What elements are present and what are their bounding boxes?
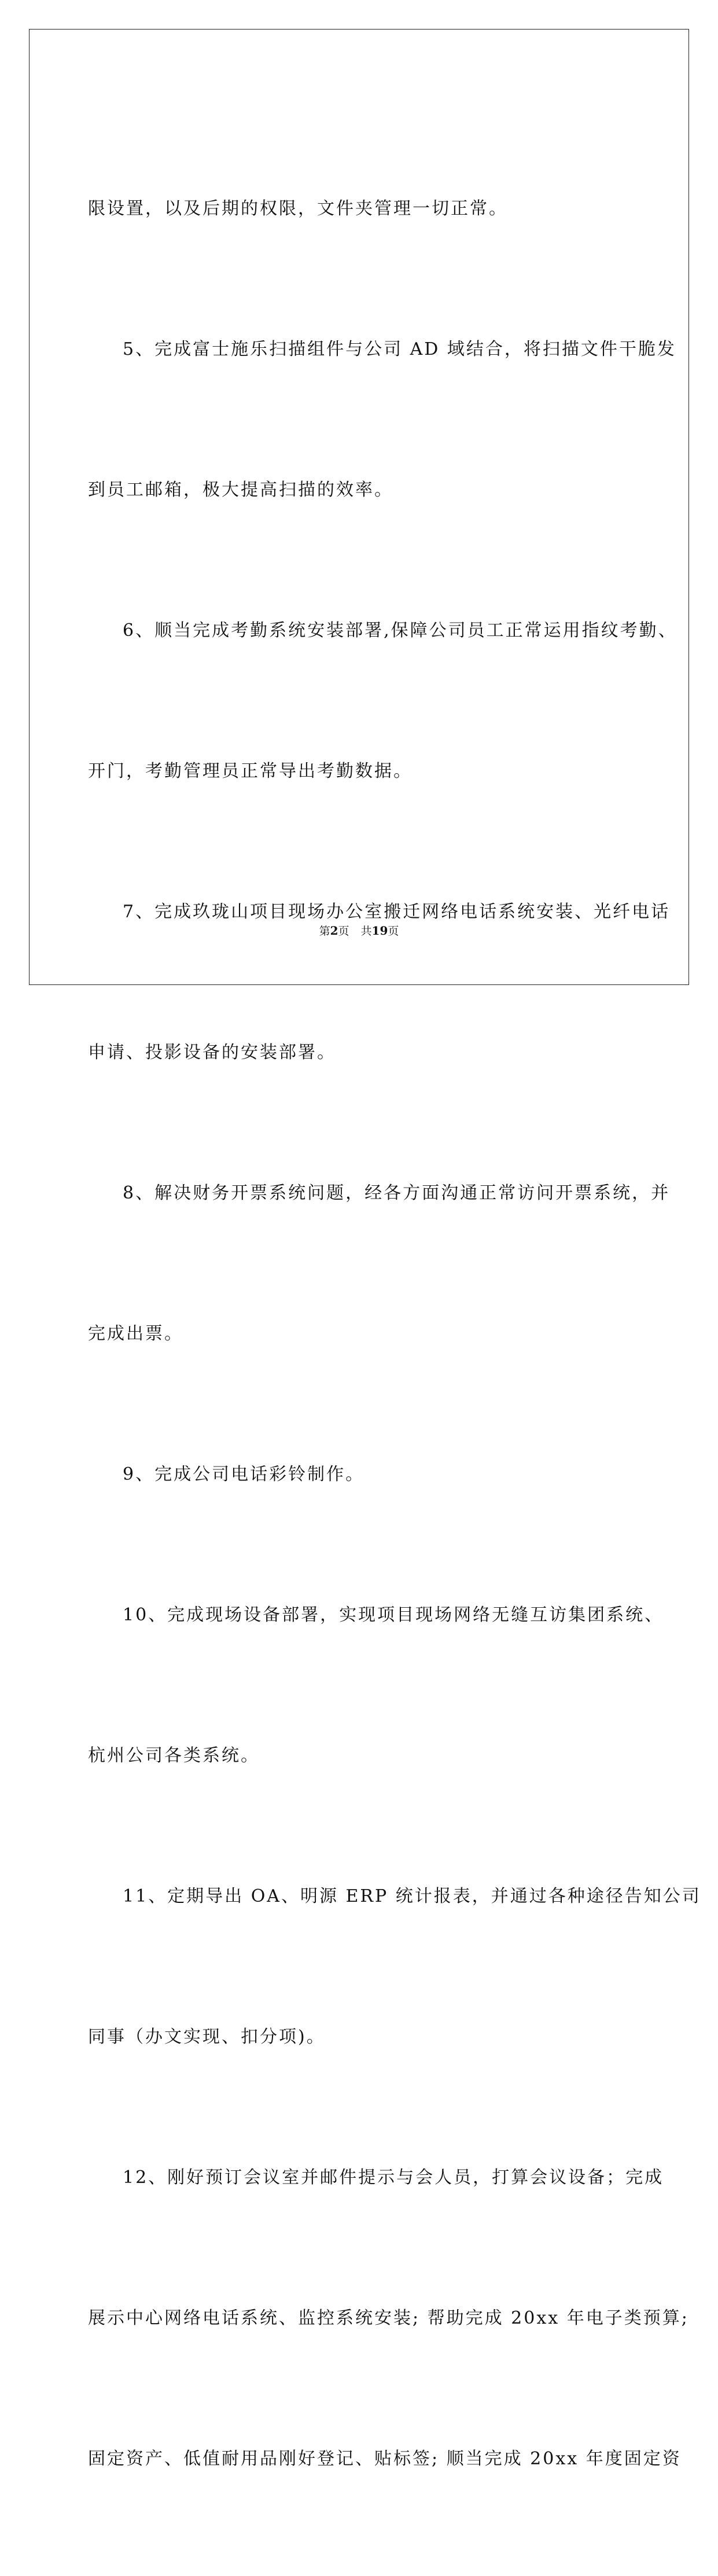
text-line: 12、刚好预订会议室并邮件提示与会人员，打算会议设备；完成 [123, 2167, 664, 2188]
text-line: 11、定期导出 OA、明源 ERP 统计报表，并通过各种途径告知公司 [123, 1886, 701, 1906]
document-body [88, 91, 701, 2576]
page-footer [0, 923, 718, 938]
text-line: 同事（办文实现、扣分项)。 [88, 2027, 326, 2047]
text-line: 6、顺当完成考勤系统安装部署,保障公司员工正常运用指纹考勤、 [123, 620, 678, 641]
text-block [88, 91, 701, 2576]
page-label-suffix: 页 [338, 925, 349, 938]
text-line: 8、解决财务开票系统问题，经各方面沟通正常访问开票系统，并 [123, 1183, 671, 1203]
text-line: 申请、投影设备的安装部署。 [88, 1042, 336, 1063]
text-line: 开门，考勤管理员正常导出考勤数据。 [88, 761, 413, 781]
total-label-suffix: 页 [388, 925, 399, 938]
total-label-prefix: 共 [360, 925, 372, 938]
page-label-prefix: 第 [319, 925, 330, 938]
text-line: 7、完成玖珑山项目现场办公室搬迁网络电话系统安装、光纤电话 [123, 902, 671, 922]
text-line: 10、完成现场设备部署，实现项目现场网络无缝互访集团系统、 [123, 1605, 664, 1625]
text-line: 固定资产、低值耐用品刚好登记、贴标签; 顺当完成 20xx 年度固定资 [88, 2449, 682, 2469]
total-pages: 19 [371, 924, 388, 938]
text-line: 杭州公司各类系统。 [88, 1745, 260, 1766]
page-number: 2 [330, 924, 338, 938]
text-line: 完成出票。 [88, 1324, 183, 1344]
text-line: 5、完成富士施乐扫描组件与公司 AD 域结合，将扫描文件干脆发 [123, 339, 676, 359]
text-line: 展示中心网络电话系统、监控系统安装; 帮助完成 20xx 年电子类预算; [88, 2308, 689, 2328]
text-line: 到员工邮箱，极大提高扫描的效率。 [88, 480, 393, 500]
text-line: 9、完成公司电话彩铃制作。 [123, 1464, 365, 1484]
text-line: 限设置，以及后期的权限，文件夹管理一切正常。 [88, 199, 508, 219]
